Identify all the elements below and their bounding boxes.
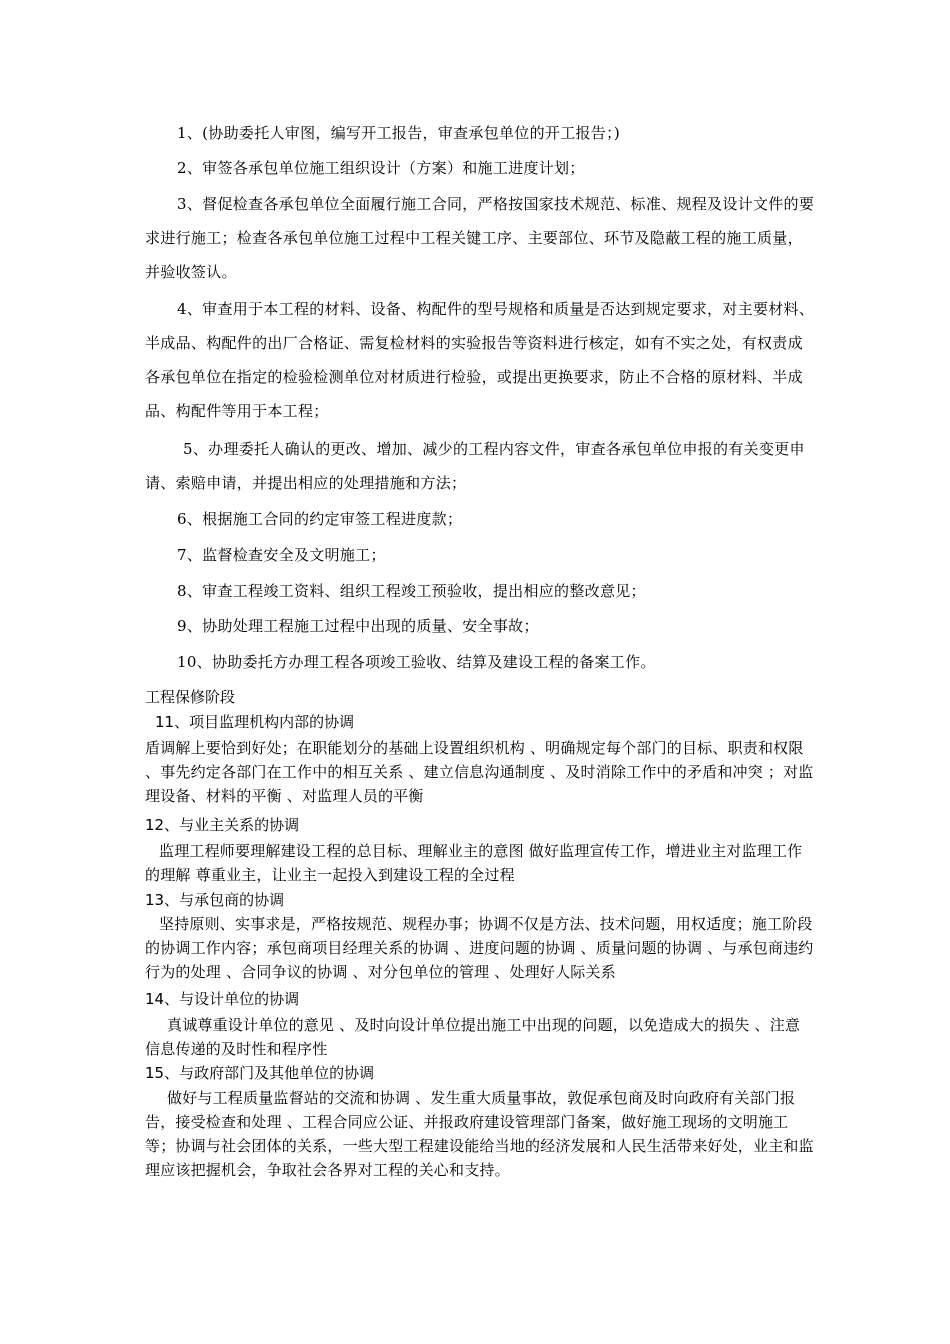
section-body-13: 坚持原则、实事求是，严格按规范、规程办事；协调不仅是方法、技术问题，用权适度；施工阶段的协调工作内容；承包商项目经理关系的协调 、进度问题的协调 、质量问题的协调 、与承包商违约行为的处理 、合同争议的协调 、对分包单位的管理 、处理好人际关系	[145, 915, 814, 981]
list-item-5: 5、办理委托人确认的更改、增加、减少的工程内容文件，审查各承包单位申报的有关变更申请、索赔申请，并提出相应的处理措施和方法；	[145, 440, 805, 492]
list-item-7: 7、监督检查安全及文明施工；	[177, 546, 386, 564]
list-item-1: 1、(协助委托人审图，编写开工报告，审查承包单位的开工报告；)	[177, 124, 621, 142]
list-item-6: 6、根据施工合同的约定审签工程进度款；	[177, 510, 463, 528]
list-item-8: 8、审查工程竣工资料、组织工程竣工预验收，提出相应的整改意见；	[177, 582, 646, 600]
section-heading-12: 12、与业主关系的协调	[145, 816, 300, 834]
list-item-2: 2、审签各承包单位施工组织设计（方案）和施工进度计划；	[177, 159, 585, 177]
list-item-10: 10、协助委托方办理工程各项竣工验收、结算及建设工程的备案工作。	[177, 653, 656, 671]
section-heading-11: 11、项目监理机构内部的协调	[155, 713, 355, 731]
section-body-15: 做好与工程质量监督站的交流和协调 、发生重大质量事故，敦促承包商及时向政府有关部门报告，接受检查和处理 、工程合同应公证、并报政府建设管理部门备案，做好施工现场的文明施工等；协调与社会团体的关系，一些大型工程建设能给当地的经济发展和人民生活带来好处，业主和监理应该把握机会，争取社会各界对工程的关心和支持。	[145, 1089, 814, 1179]
list-item-3: 3、督促检查各承包单位全面履行施工合同，严格按国家技术规范、标准、规程及设计文件的要求进行施工；检查各承包单位施工过程中工程关键工序、主要部位、环节及隐蔽工程的施工质量，并验收签认。	[145, 195, 815, 281]
section-body-11: 盾调解上要恰到好处；在职能划分的基础上设置组织机构 、明确规定每个部门的目标、职责和权限 、事先约定各部门在工作中的相互关系 、建立信息沟通制度 、及时消除工作中的矛盾和冲突 ；对监理设备、材料的平衡 、对监理人员的平衡	[145, 739, 814, 805]
stage-title: 工程保修阶段	[145, 688, 236, 706]
list-item-9: 9、协助处理工程施工过程中出现的质量、安全事故；	[177, 617, 539, 635]
section-heading-14: 14、与设计单位的协调	[145, 990, 300, 1008]
section-heading-13: 13、与承包商的协调	[145, 891, 285, 909]
section-body-12: 监理工程师要理解建设工程的总目标、理解业主的意图 做好监理宣传工作，增进业主对监理工作的理解 尊重业主，让业主一起投入到建设工程的全过程	[145, 842, 803, 884]
section-body-14: 真诚尊重设计单位的意见 、及时向设计单位提出施工中出现的问题，以免造成大的损失 、注意信息传递的及时性和程序性	[145, 1016, 801, 1058]
list-item-4: 4、审查用于本工程的材料、设备、构配件的型号规格和质量是否达到规定要求，对主要材料、半成品、构配件的出厂合格证、需复检材料的实验报告等资料进行核定，如有不实之处，有权责成各承包单位在指定的检验检测单位对材质进行检验，或提出更换要求，防止不合格的原材料、半成品、构配件等用于本工程；	[145, 300, 815, 420]
section-heading-15: 15、与政府部门及其他单位的协调	[145, 1064, 375, 1082]
